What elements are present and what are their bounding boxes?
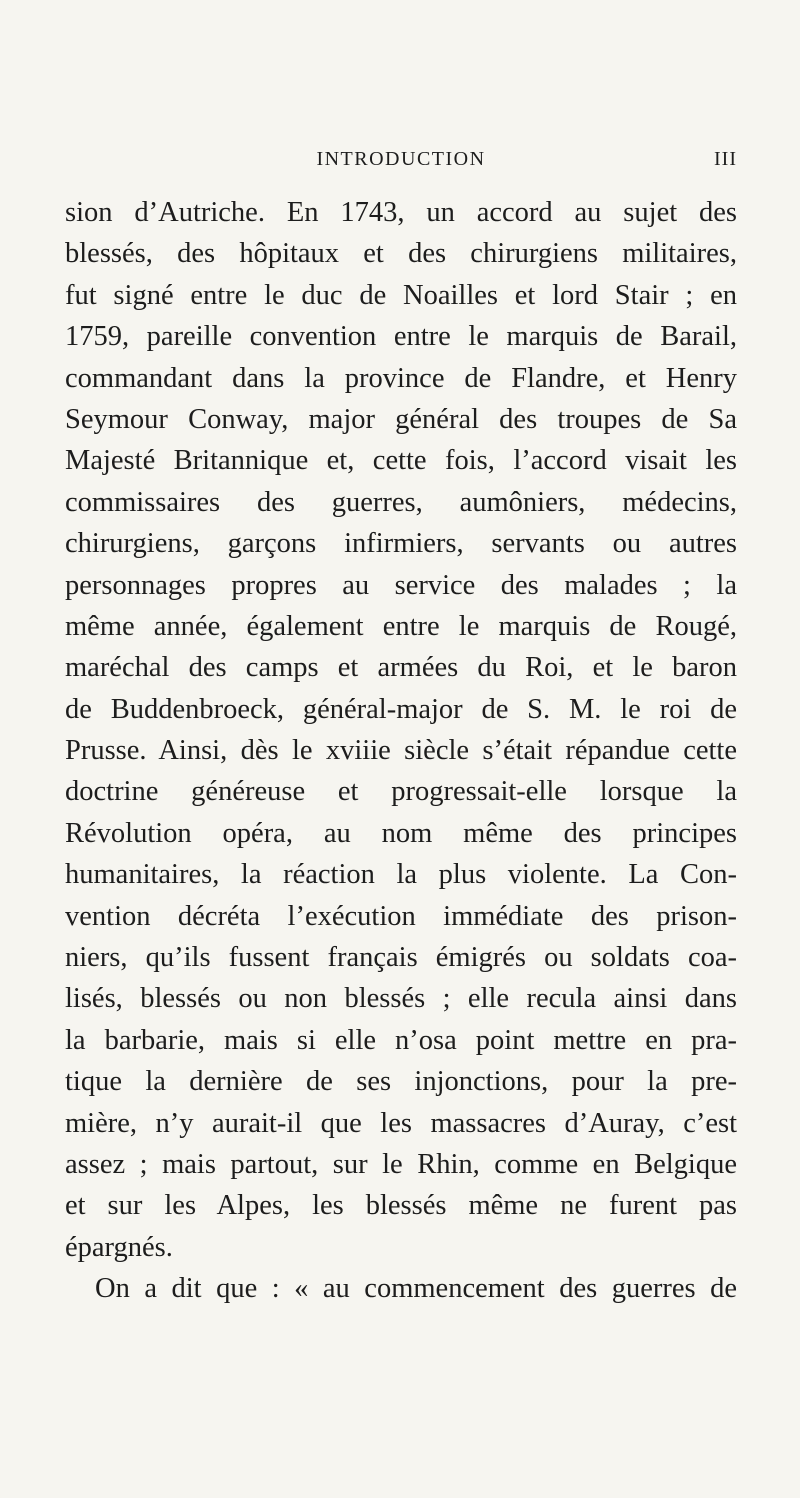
text-line: la barbarie, mais si elle n’osa point mettre en pra-: [65, 1024, 737, 1056]
text-line: Seymour Conway, major général des troupes de Sa: [65, 403, 737, 435]
text-line: fut signé entre le duc de Noailles et lord Stair ; en: [65, 279, 737, 311]
text-line: commissaires des guerres, aumôniers, médecins,: [65, 486, 737, 518]
page-header: [65, 148, 737, 178]
text-line: commandant dans la province de Flandre, et Henry: [65, 362, 737, 394]
text-line: On a dit que : « au commencement des guerres de: [95, 1273, 737, 1305]
text-line: assez ; mais partout, sur le Rhin, comme en Belgique: [65, 1148, 737, 1180]
body-text: [65, 192, 737, 1310]
text-line: niers, qu’ils fussent français émigrés ou soldats coa-: [65, 942, 737, 974]
text-line: chirurgiens, garçons infirmiers, servants ou autres: [65, 528, 737, 560]
text-line: personnages propres au service des malades ; la: [65, 569, 737, 601]
text-line: maréchal des camps et armées du Roi, et le baron: [65, 652, 737, 684]
text-line: doctrine généreuse et progressait-elle lorsque la: [65, 776, 737, 808]
text-line: tique la dernière de ses injonctions, pour la pre-: [65, 1066, 737, 1098]
page-number: III: [714, 148, 737, 170]
text-line: Prusse. Ainsi, dès le xviiie siècle s’était répandue cette: [65, 735, 737, 767]
text-line: sion d’Autriche. En 1743, un accord au sujet des: [65, 197, 737, 228]
text-line: épargnés.: [65, 1231, 173, 1263]
text-line: même année, également entre le marquis de Rougé,: [65, 610, 737, 642]
text-line: de Buddenbroeck, général-major de S. M. le roi de: [65, 693, 737, 725]
text-line: vention décréta l’exécution immédiate des prison-: [65, 900, 737, 932]
text-line: lisés, blessés ou non blessés ; elle recula ainsi dans: [65, 983, 737, 1015]
text-line: blessés, des hôpitaux et des chirurgiens militaires,: [65, 238, 737, 270]
running-title: INTRODUCTION: [316, 148, 486, 170]
text-line: Majesté Britannique et, cette fois, l’accord visait les: [65, 445, 737, 477]
text-line: mière, n’y aurait-il que les massacres d’Auray, c’est: [65, 1107, 737, 1139]
text-line: humanitaires, la réaction la plus violente. La Con-: [65, 859, 737, 891]
text-line: et sur les Alpes, les blessés même ne furent pas: [65, 1190, 737, 1222]
text-line: Révolution opéra, au nom même des principes: [65, 817, 737, 849]
text-line: 1759, pareille convention entre le marquis de Barail,: [65, 321, 737, 353]
